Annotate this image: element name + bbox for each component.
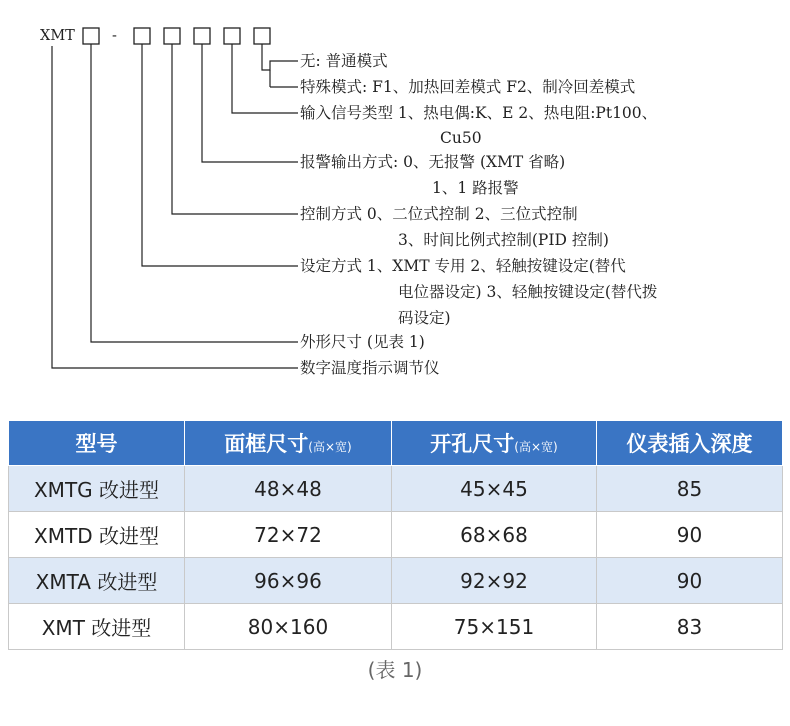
option-control-mode-cont: 3、时间比例式控制(PID 控制) <box>398 231 609 249</box>
cell-insert-depth: 83 <box>597 604 783 650</box>
table-row <box>9 604 783 650</box>
header-model: 型号 <box>9 421 185 466</box>
cell-insert-depth: 85 <box>597 466 783 512</box>
cell-cutout-size: 45×45 <box>392 466 597 512</box>
cell-cutout-size: 68×68 <box>392 512 597 558</box>
cell-cutout-size: 92×92 <box>392 558 597 604</box>
connector-dimensions <box>91 44 298 342</box>
option-setting-mode: 设定方式 1、XMT 专用 2、轻触按键设定(替代 <box>300 257 626 275</box>
cell-cutout-size: 75×151 <box>392 604 597 650</box>
code-box-5 <box>224 28 240 44</box>
header-unit: (高×宽) <box>308 440 352 454</box>
table-row <box>9 466 783 512</box>
table-caption: (表 1) <box>367 658 423 682</box>
connector-input-type <box>232 44 298 113</box>
option-mode-special: 特殊模式: F1、加热回差模式 F2、制冷回差模式 <box>300 78 636 96</box>
option-product-name: 数字温度指示调节仪 <box>300 359 440 377</box>
cell-model: XMTD 改进型 <box>9 512 185 558</box>
code-box-3 <box>164 28 180 44</box>
code-box-4 <box>194 28 210 44</box>
header-bezel-size: 面框尺寸(高×宽) <box>185 421 392 466</box>
cell-bezel-size: 80×160 <box>185 604 392 650</box>
cell-insert-depth: 90 <box>597 558 783 604</box>
option-setting-mode-cont: 电位器设定) 3、轻触按键设定(替代拨 <box>398 283 658 301</box>
option-input-type-cont: Cu50 <box>440 129 482 147</box>
option-setting-mode-cont2: 码设定) <box>398 309 451 327</box>
table-row <box>9 558 783 604</box>
connector-product-name <box>52 46 298 368</box>
cell-model: XMTA 改进型 <box>9 558 185 604</box>
cell-bezel-size: 72×72 <box>185 512 392 558</box>
connector-lines <box>52 44 298 368</box>
table-header-row <box>9 421 783 466</box>
cell-model: XMT 改进型 <box>9 604 185 650</box>
option-input-type: 输入信号类型 1、热电偶:K、E 2、热电阻:Pt100、 <box>300 104 658 122</box>
code-box-1 <box>83 28 99 44</box>
connector-mode-none <box>262 44 298 70</box>
table-row <box>9 512 783 558</box>
cell-model: XMTG 改进型 <box>9 466 185 512</box>
option-alarm-output: 报警输出方式: 0、无报警 (XMT 省略) <box>300 153 566 171</box>
header-insert-depth: 仪表插入深度 <box>597 421 783 466</box>
option-dimensions: 外形尺寸 (见表 1) <box>300 333 425 351</box>
connector-setting-mode <box>142 44 298 266</box>
option-mode-none: 无: 普通模式 <box>300 52 388 70</box>
cell-bezel-size: 96×96 <box>185 558 392 604</box>
code-prefix: XMT <box>40 28 75 44</box>
header-cutout-size: 开孔尺寸(高×宽) <box>392 421 597 466</box>
option-control-mode: 控制方式 0、二位式控制 2、三位式控制 <box>300 205 578 223</box>
code-box-2 <box>134 28 150 44</box>
connector-alarm-output <box>202 44 298 162</box>
cell-bezel-size: 48×48 <box>185 466 392 512</box>
spec-table <box>8 420 783 650</box>
cell-insert-depth: 90 <box>597 512 783 558</box>
code-dash: - <box>112 28 117 44</box>
header-unit: (高×宽) <box>514 440 558 454</box>
connector-control-mode <box>172 44 298 214</box>
option-alarm-output-cont: 1、1 路报警 <box>432 179 519 197</box>
code-box-6 <box>254 28 270 44</box>
